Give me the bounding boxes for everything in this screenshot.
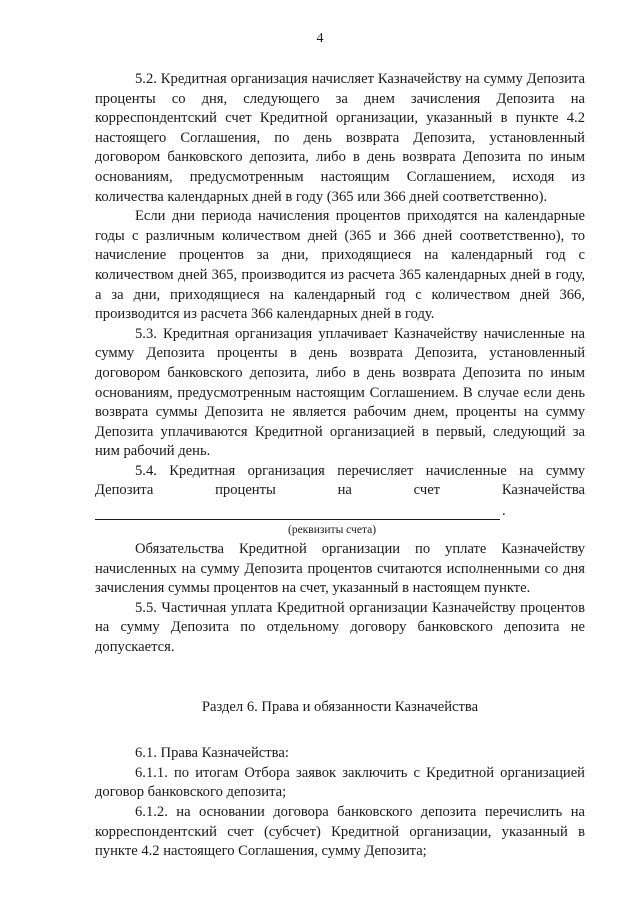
paragraph-5-3: 5.3. Кредитная организация уплачивает Казначейству начисленные на сумму Депозита проценты в день возврата Депозита, установленный договором банковского депозита, либо в день возврата Депозита по иным основаниям, предусмотренным настоящим Соглашением. В случае если день возврата суммы Депозита не является рабочим днем, проценты на сумму Депозита уплачиваются Кредитной организацией в первый, следующий за ним рабочий день.	[95, 325, 585, 460]
paragraph-5-4-line2: Депозита проценты на счет Казначейства	[95, 482, 585, 499]
page-number: 4	[316, 31, 324, 46]
paragraph-6-1: 6.1. Права Казначейства:	[135, 745, 289, 762]
paragraph-5-4-line1: 5.4. Кредитная организация перечисляет начисленные на сумму	[135, 462, 585, 479]
paragraph-5-4-obligations: Обязательства Кредитной организации по уплате Казначейству начисленных на сумму Депозита процентов считаются исполненными со дня зачисления суммы процентов на счет, указанный в настоящем пункте.	[95, 541, 585, 597]
paragraph-6-1-1: 6.1.1. по итогам Отбора заявок заключить с Кредитной организацией договор банковского депозита;	[95, 764, 585, 801]
requisites-blank-line	[95, 501, 506, 520]
paragraph-5-2: 5.2. Кредитная организация начисляет Казначейству на сумму Депозита проценты со дня, следующего за днем зачисления Депозита на корреспондентский счет Кредитной организации, указанный в пункте 4.2 настоящего Соглашения, по день возврата Депозита, установленный договором банковского депозита, либо в день возврата Депозита по иным основаниям, предусмотренным настоящим Соглашением, исходя из количества календарных дней в году (365 или 366 дней соответственно).	[95, 71, 585, 205]
paragraph-6-1-2: 6.1.2. на основании договора банковского депозита перечислить на корреспондентский счет (субсчет) Кредитной организации, указанный в пункте 4.2 настоящего Соглашения, сумму Депозита;	[95, 804, 585, 860]
requisites-line-end: .	[502, 503, 506, 520]
section-6-title: Раздел 6. Права и обязанности Казначейства	[201, 698, 479, 715]
paragraph-5-5: 5.5. Частичная уплата Кредитной организации Казначейству процентов на сумму Депозита по отдельному договору банковского депозита не допускается.	[95, 599, 585, 656]
paragraph-5-2-continued: Если дни периода начисления процентов приходятся на календарные годы с различным количеством дней (365 и 366 дней соответственно), то начисление процентов за дни, приходящиеся на календарный год с количеством дней 365, производится из расчета 365 календарных дней в году, а за дни, приходящиеся на календарный год с количеством дней 366, производится из расчета 366 календарных дней в году.	[95, 208, 585, 323]
document-body	[95, 70, 585, 862]
requisites-caption: (реквизиты счета)	[288, 524, 377, 537]
